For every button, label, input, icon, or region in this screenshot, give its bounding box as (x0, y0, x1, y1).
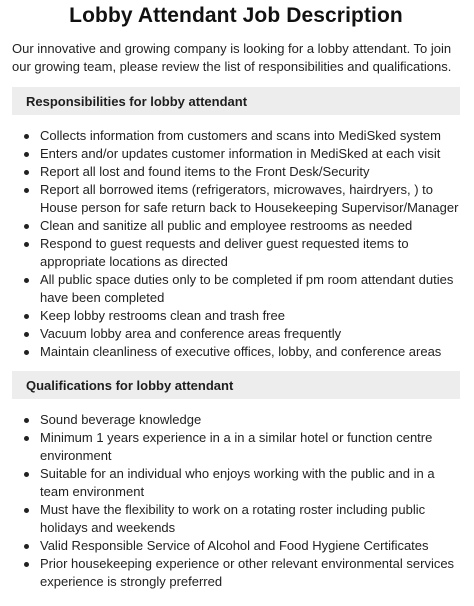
list-item: Report all borrowed items (refrigerators, microwaves, hairdryers, ) to House person for safe return back to Housekeeping Supervisor/Manager (40, 182, 459, 215)
list-item: Valid Responsible Service of Alcohol and Food Hygiene Certificates (40, 537, 460, 555)
list-item: Respond to guest requests and deliver guest requested items to appropriate locations as directed (40, 235, 460, 271)
list-item: Keep lobby restrooms clean and trash free (40, 307, 460, 325)
intro-paragraph: Our innovative and growing company is looking for a lobby attendant. To join our growing team, please review the list of responsibilities and qualifications. (12, 41, 452, 74)
page-title: Lobby Attendant Job Description (69, 4, 403, 27)
responsibilities-heading-text: Responsibilities for lobby attendant (26, 93, 248, 109)
list-item: Minimum 1 years experience in a in a similar hotel or function centre environment (40, 429, 460, 465)
list-item: Collects information from customers and scans into MediSked system (40, 127, 460, 145)
list-item: Clean and sanitize all public and employee restrooms as needed (40, 217, 460, 235)
list-item: Must have the flexibility to work on a rotating roster including public holidays and weekends (40, 501, 460, 537)
list-item: Report all lost and found items to the Front Desk/Security (40, 163, 460, 181)
list-item: Enters and/or updates customer information in MediSked at each visit (40, 145, 460, 163)
list-item: Prior housekeeping experience or other relevant environmental services experience is strongly preferred (40, 555, 460, 591)
list-item: Maintain cleanliness of executive offices, lobby, and conference areas (40, 343, 460, 361)
responsibilities-heading (12, 87, 460, 115)
list-item: Sound beverage knowledge (40, 411, 460, 429)
list-item: Suitable for an individual who enjoys working with the public and in a team environment (40, 465, 460, 501)
qualifications-heading (12, 371, 460, 399)
list-item: All public space duties only to be completed if pm room attendant duties have been completed (40, 271, 460, 307)
responsibilities-list (12, 127, 460, 361)
list-item: Vacuum lobby area and conference areas frequently (40, 325, 460, 343)
qualifications-heading-text: Qualifications for lobby attendant (26, 377, 234, 393)
qualifications-list (12, 411, 460, 591)
